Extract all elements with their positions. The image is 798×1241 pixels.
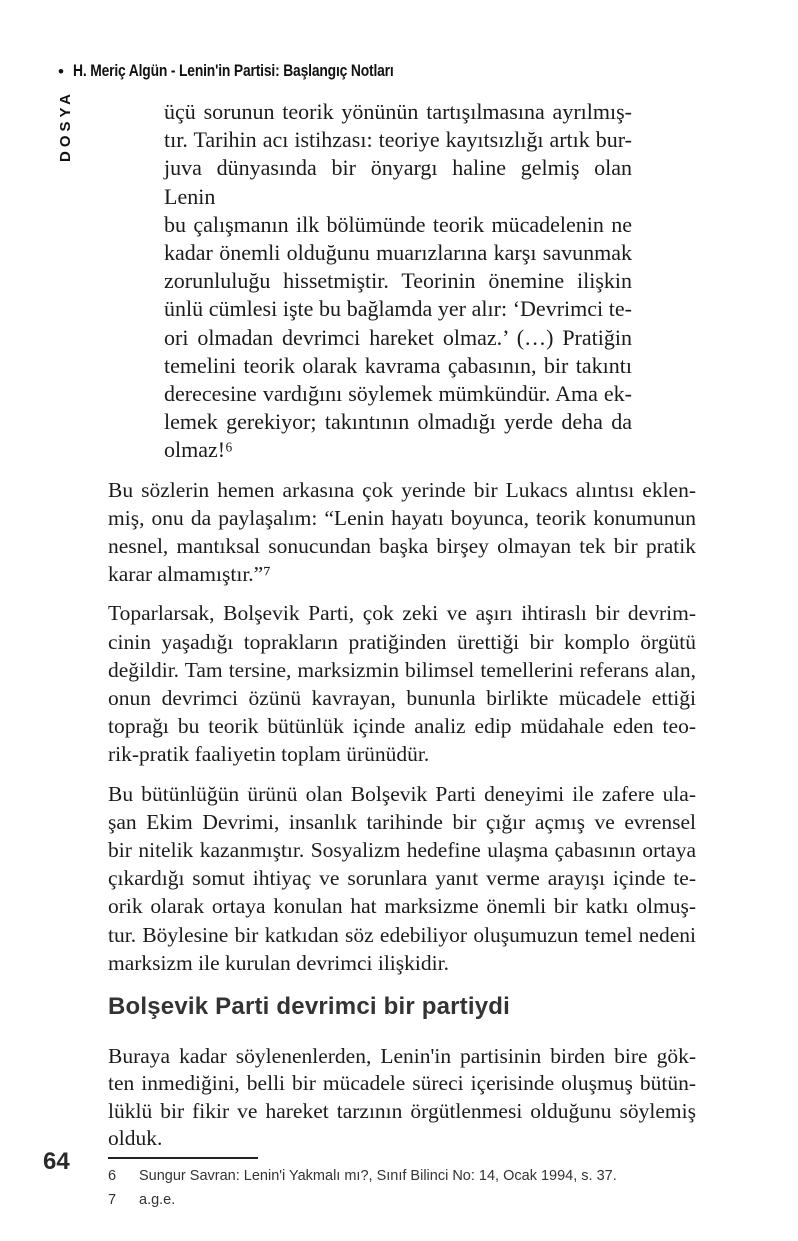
text-line: marksizm ile kurulan devrimci ilişkidir. xyxy=(108,950,449,975)
text-line: tur. Böylesine bir katkıdan söz edebiliyor oluşumuzun temel nedeni xyxy=(108,922,696,947)
text-line: Buraya kadar söylenenlerden, Lenin'in partisinin birden bire gök- xyxy=(108,1044,696,1068)
text-line: onun devrimci özünü kavrayan, bununla birlikte mücadele ettiği xyxy=(108,686,696,711)
text-line: karar almamıştır.”⁷ xyxy=(108,562,271,587)
page-header xyxy=(58,62,455,81)
footnotes xyxy=(108,1164,696,1212)
text-line: şan Ekim Devrimi, insanlık tarihinde bir çığır açmış ve evrensel xyxy=(108,809,696,834)
text-line: ten inmediğini, belli bir mücadele süreci içerisinde oluşmuş bütün- xyxy=(108,1071,696,1096)
block-quote xyxy=(164,98,632,465)
text-line: ori olmadan devrimci hareket olmaz.’ (…) Pratiğin xyxy=(164,324,632,350)
text-line: olmaz!⁶ xyxy=(164,437,233,463)
text-line: juva dünyasında bir önyargı haline gelmiş olan Lenin xyxy=(164,155,632,209)
paragraph-buraya-kadar xyxy=(108,1043,696,1153)
paragraph-toparlarsak xyxy=(108,599,696,768)
page-number: 64 xyxy=(43,1148,70,1175)
text-line: bu çalışmanın ilk bölümünde teorik mücadelenin ne xyxy=(164,211,632,237)
paragraph-ekim-devrimi xyxy=(108,780,696,977)
text-line: çıkardığı somut ihtiyaç ve sorunlara yanıt verme arayışı içinde te- xyxy=(108,866,696,891)
text-line: üçü sorunun teorik yönünün tartışılmasına ayrılmış- xyxy=(164,99,632,124)
text-line: toprağı bu teorik bütünlük içinde analiz edip müdahale eden teo- xyxy=(108,714,696,739)
footnote-text: Sungur Savran: Lenin'i Yakmalı mı?, Sınıf Bilinci No: 14, Ocak 1994, s. 37. xyxy=(139,1167,617,1184)
text-line: Toparlarsak, Bolşevik Parti, çok zeki ve aşırı ihtiraslı bir devrim- xyxy=(108,601,696,626)
text-line: ünlü cümlesi işte bu bağlamda yer alır: ‘Devrimci te- xyxy=(164,296,632,322)
text-line: değildir. Tam tersine, marksizmin bilimsel temellerini referans alan, xyxy=(108,657,696,682)
section-heading: Bolşevik Parti devrimci bir partiydi xyxy=(108,993,511,1021)
text-line: kadar önemli olduğunu muarızlarına karşı savunmak xyxy=(164,240,632,266)
text-line: lemek gerekiyor; takıntının olmadığı yerde deha da xyxy=(164,409,632,435)
text-line: olduk. xyxy=(108,1126,163,1151)
footnote-6 xyxy=(108,1164,696,1188)
text-line: cinin yaşadığı toprakların pratiğinden ürettiği bir komplo örgütü xyxy=(108,629,696,654)
footnote-7 xyxy=(108,1188,696,1212)
header-bullet-icon: • xyxy=(58,62,64,81)
text-line: nesnel, mantıksal sonucundan başka birşey olmayan tek bir pratik xyxy=(108,534,696,559)
text-line: zorunluluğu hissetmiştir. Teorinin önemine ilişkin xyxy=(164,268,632,294)
text-line: derecesine vardığını söylemek mümkündür. Ama ek- xyxy=(164,381,632,407)
text-line: rik-pratik faaliyetin toplam ürünüdür. xyxy=(108,742,430,767)
dosya-sidebar-label: DOSYA xyxy=(57,90,74,162)
text-column xyxy=(108,98,696,1212)
footnote-number: 6 xyxy=(108,1167,117,1184)
author-name: H. Meriç Algün - xyxy=(72,62,176,80)
paragraph-lukacs xyxy=(108,476,696,589)
footnote-number: 7 xyxy=(108,1191,117,1208)
text-line: miş, onu da paylaşalım: “Lenin hayatı boyunca, teorik konumunun xyxy=(108,505,696,530)
text-line: tır. Tarihin acı istihzası: teoriye kayıtsızlığı artık bur- xyxy=(164,127,632,153)
text-line: lüklü bir fikir ve hareket tarzının örgütlenmesi olduğunu söylemiş xyxy=(108,1098,696,1123)
article-title: Lenin'in Partisi: Başlangıç Notları xyxy=(178,62,394,80)
text-line: Bu bütünlüğün ürünü olan Bolşevik Parti deneyimi ile zafere ula- xyxy=(108,781,696,806)
footnote-text: a.g.e. xyxy=(139,1191,176,1208)
text-line: bir nitelik kazanmıştır. Sosyalizm hedefine ulaşma çabasının ortaya xyxy=(108,838,696,863)
text-line: orik olarak ortaya konulan hat marksizme önemli bir katkı olmuş- xyxy=(108,894,696,919)
header-text xyxy=(73,62,394,81)
text-line: Bu sözlerin hemen arkasına çok yerinde bir Lukacs alıntısı eklen- xyxy=(108,477,696,502)
footnote-divider xyxy=(108,1157,258,1159)
text-line: temelini teorik olarak kavrama çabasının, bir takıntı xyxy=(164,352,632,378)
